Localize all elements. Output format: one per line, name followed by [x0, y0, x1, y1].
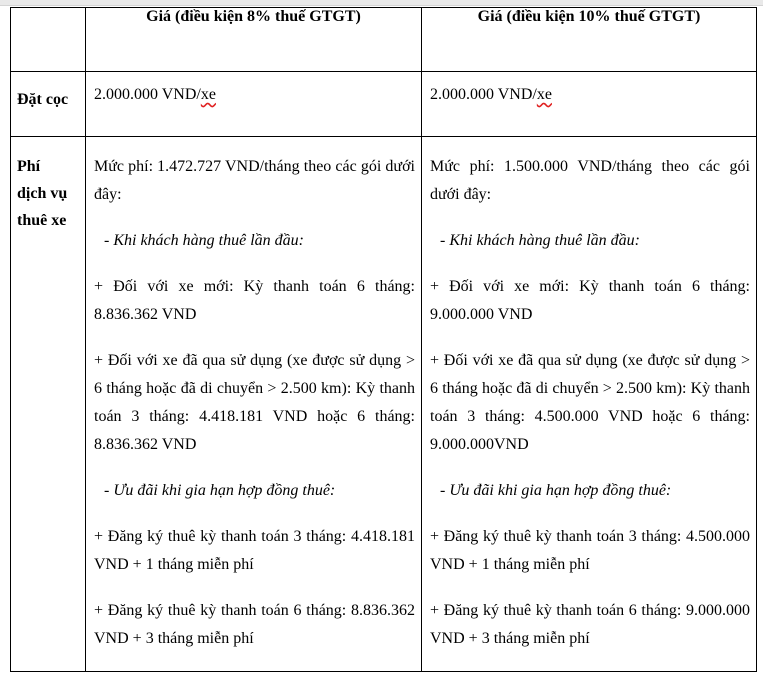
renewal-3-month: + Đăng ký thuê kỳ thanh toán 3 tháng: 4.418.181 VND + 1 tháng miễn phí — [94, 528, 415, 573]
rental-fee-label-line1: Phí — [17, 158, 41, 175]
fee-intro: Mức phí: 1.472.727 VND/tháng theo các gói dưới đây: — [94, 158, 415, 203]
rental-fee-label — [11, 137, 86, 672]
window-top-bar — [0, 0, 763, 6]
deposit-row — [11, 72, 757, 137]
used-car-price: + Đối với xe đã qua sử dụng (xe được sử dụng > 6 tháng hoặc đã di chuyển > 2.500 km): Kỳ thanh toán 3 tháng: 4.418.181 VND hoặc 6 tháng: 8.836.362 VND — [94, 352, 415, 453]
new-car-price: + Đối với xe mới: Kỳ thanh toán 6 tháng: 9.000.000 VND — [430, 278, 750, 323]
rental-fee-label-line2: dịch vụ — [17, 185, 68, 202]
first-rent-heading: - Khi khách hàng thuê lần đầu: — [440, 232, 640, 249]
header-row — [11, 8, 757, 72]
deposit-8-percent-value: 2.000.000 VND/ — [94, 86, 201, 103]
renewal-heading: - Ưu đãi khi gia hạn hợp đồng thuê: — [104, 482, 336, 499]
new-car-price: + Đối với xe mới: Kỳ thanh toán 6 tháng: 8.836.362 VND — [94, 278, 415, 323]
deposit-8-percent-cell — [86, 72, 422, 137]
rental-fee-row — [11, 137, 757, 672]
rental-fee-10-percent-cell — [422, 137, 757, 672]
fee-intro: Mức phí: 1.500.000 VND/tháng theo các gói dưới đây: — [430, 158, 750, 203]
first-rent-heading: - Khi khách hàng thuê lần đầu: — [104, 232, 304, 249]
deposit-8-percent-unit: xe — [200, 86, 216, 103]
deposit-label: Đặt cọc — [11, 72, 86, 137]
renewal-6-month: + Đăng ký thuê kỳ thanh toán 6 tháng: 8.836.362 VND + 3 tháng miễn phí — [94, 602, 415, 647]
renewal-6-month: + Đăng ký thuê kỳ thanh toán 6 tháng: 9.000.000 VND + 3 tháng miễn phí — [430, 602, 750, 647]
deposit-10-percent-cell — [422, 72, 757, 137]
deposit-10-percent-unit: xe — [536, 86, 552, 103]
renewal-heading: - Ưu đãi khi gia hạn hợp đồng thuê: — [440, 482, 672, 499]
used-car-price: + Đối với xe đã qua sử dụng (xe được sử dụng > 6 tháng hoặc đã di chuyển > 2.500 km): Kỳ thanh toán 3 tháng: 4.500.000 VND hoặc 6 tháng: 9.000.000VND — [430, 352, 750, 453]
deposit-10-percent-value: 2.000.000 VND/ — [430, 86, 537, 103]
header-8-percent-vat: Giá (điều kiện 8% thuế GTGT) — [86, 8, 422, 72]
rental-fee-8-percent-cell — [86, 137, 422, 672]
renewal-3-month: + Đăng ký thuê kỳ thanh toán 3 tháng: 4.500.000 VND + 1 tháng miễn phí — [430, 528, 750, 573]
header-10-percent-vat: Giá (điều kiện 10% thuế GTGT) — [422, 8, 757, 72]
header-empty-cell — [11, 8, 86, 72]
rental-fee-label-line3: thuê xe — [17, 212, 67, 229]
pricing-table — [10, 7, 757, 672]
